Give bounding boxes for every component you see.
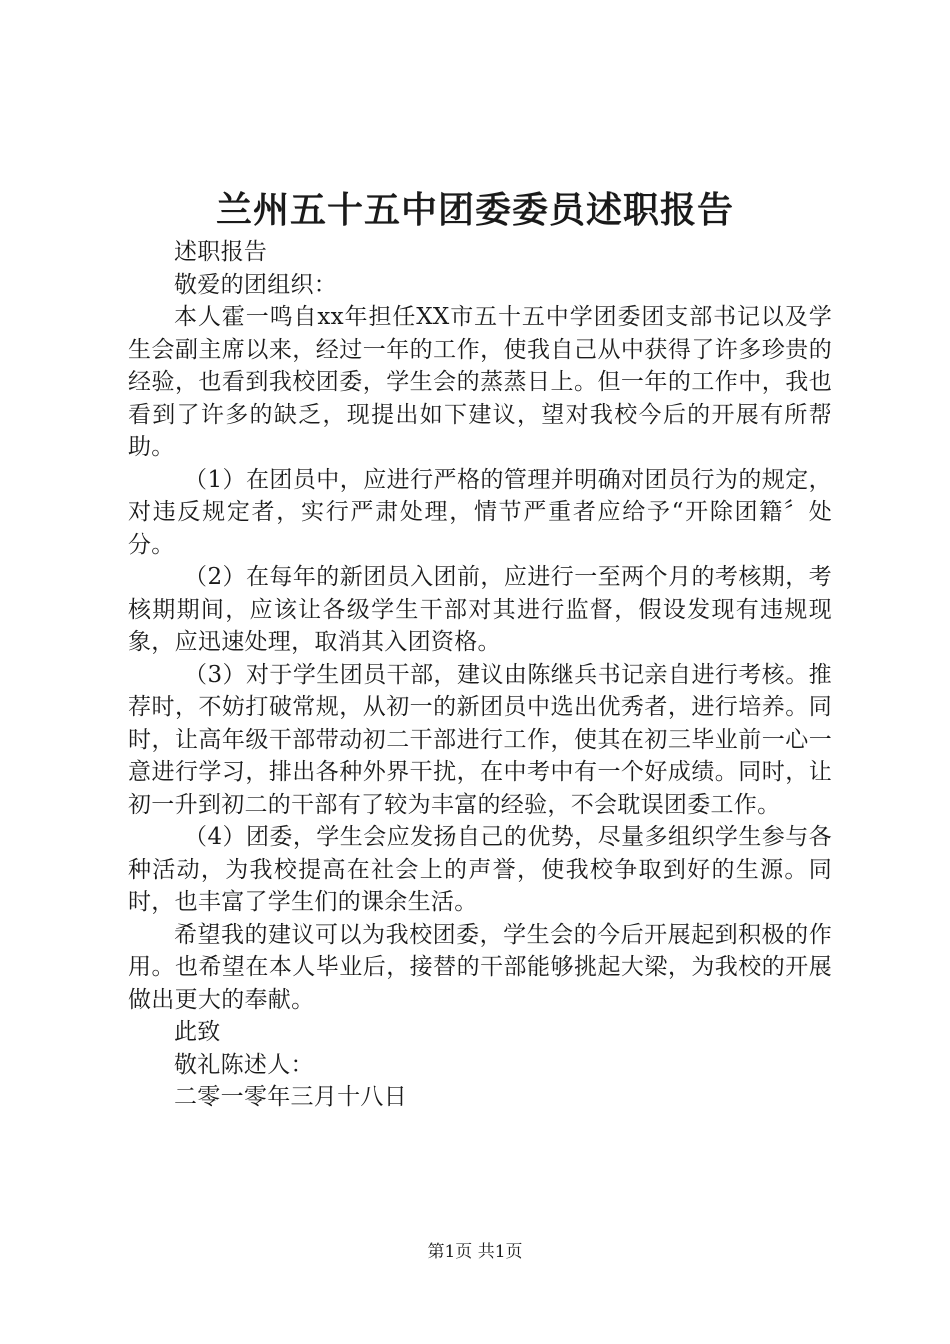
document-title: 兰州五十五中团委委员述职报告 — [215, 189, 734, 231]
date-line: 二零一零年三月十八日 — [174, 1084, 407, 1110]
heading-line: 述职报告 — [174, 239, 268, 265]
closing-phrase: 此致 — [174, 1019, 221, 1045]
suggestion-3: （3）对于学生团员干部，建议由陈继兵书记亲自进行考核。推荐时，不妨打破常规，从初一的新团员中选出优秀者，进行培养。同时，让高年级干部带动初二干部进行工作，使其在初三毕业前一心一意进行学习，排出各种外界干扰，在中考中有一个好成绩。同时，让初一升到初二的干部有了较为丰富的经验，不会耽误团委工作。 — [128, 661, 832, 818]
salutation: 敬爱的团组织： — [174, 271, 338, 298]
intro-paragraph: 本人霍一鸣自xx年担任XX市五十五中学团委团支部书记以及学生会副主席以来，经过一年的工作，使我自己从中获得了许多珍贵的经验，也看到我校团委，学生会的蒸蒸日上。但一年的工作中，我也看到了许多的缺乏，现提出如下建议，望对我校今后的开展有所帮助。 — [128, 304, 832, 460]
page-footer: 第1页 共1页 — [427, 1242, 523, 1262]
closing-paragraph: 希望我的建议可以为我校团委，学生会的今后开展起到积极的作用。也希望在本人毕业后，接替的干部能够挑起大梁，为我校的开展做出更大的奉献。 — [128, 921, 832, 1013]
signature-line: 敬礼陈述人： — [174, 1051, 314, 1078]
document-body — [128, 236, 832, 1114]
suggestion-4: （4）团委，学生会应发扬自己的优势，尽量多组织学生参与各种活动，为我校提高在社会上的声誉，使我校争取到好的生源。同时，也丰富了学生们的课余生活。 — [128, 824, 832, 915]
suggestion-2: （2）在每年的新团员入团前，应进行一至两个月的考核期，考核期期间，应该让各级学生干部对其进行监督，假设发现有违规现象，应迅速处理，取消其入团资格。 — [128, 564, 832, 655]
suggestion-1: （1）在团员中，应进行严格的管理并明确对团员行为的规定，对违反规定者，实行严肃处理，情节严重者应给予“开除团籍〞处分。 — [128, 466, 832, 558]
